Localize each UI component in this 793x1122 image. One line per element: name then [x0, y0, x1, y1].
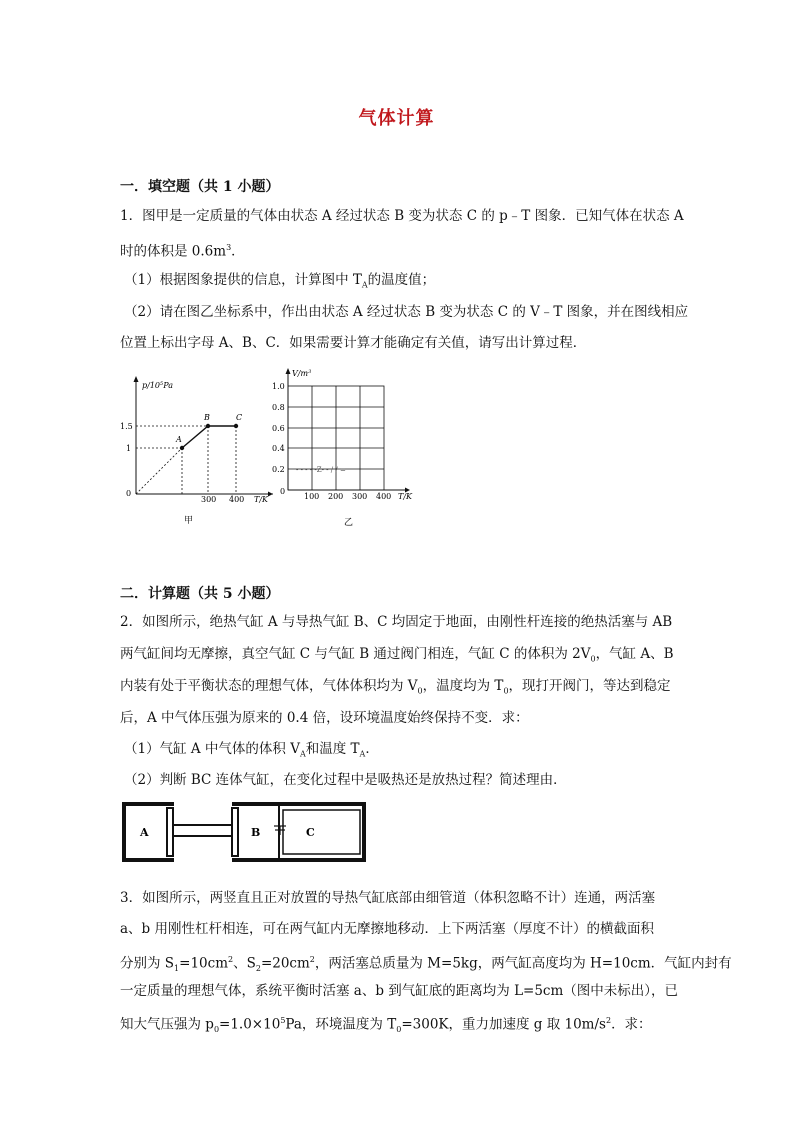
point-b-marker [206, 424, 210, 428]
section-heading-fill-in: 一．填空题（共 1 小题） [120, 179, 280, 195]
question-3-line-3: 分别为 $S_1=10cm^2$、$S_2=20cm^2$，两活塞总质量为 M=5kg，两气缸高度均为 H=10cm．气缸内封有 [120, 955, 732, 974]
point-c-marker [234, 424, 238, 428]
section-heading-calculation: 二．计算题（共 5 小题） [120, 586, 280, 602]
question-2-line-4: 后，A 中气体压强为原来的 0.4 倍，设环境温度始终保持不变．求： [120, 710, 529, 726]
question-1-sub-2-line-1: （2）请在图乙坐标系中，作出由状态 A 经过状态 B 变为状态 C 的 V﹣T 图象，并在图线相应 [124, 304, 689, 320]
point-a-label: A [176, 435, 182, 444]
point-a-marker [180, 446, 184, 450]
y-axis-label: $V/m^3$ [292, 369, 312, 378]
x-axis-label: T/K [398, 492, 413, 501]
figure-yi-v-t-grid [268, 364, 418, 530]
x-tick-300: 300 [201, 495, 217, 504]
y-tick-1-5: 1.5 [120, 422, 133, 431]
page-title: 气体计算 [358, 108, 435, 129]
y-tick-1: 1 [126, 444, 132, 453]
question-3-line-4: 一定质量的理想气体，系统平衡时活塞 a、b 到气缸底的距离均为 L=5cm（图中未标出），已 [120, 983, 679, 999]
figure-cylinders-abc [122, 802, 370, 866]
figure-jia-p-t-graph [118, 370, 278, 530]
question-2-sub-2: （2）判断 BC 连体气缸，在变化过程中是吸热还是放热过程？简述理由． [124, 772, 567, 788]
x-tick-400: 400 [229, 495, 245, 504]
question-1-sub-1: （1）根据图象提供的信息，计算图中 $T_A$的温度值； [124, 272, 436, 290]
x-tick-0: 0 [126, 489, 132, 498]
question-2-sub-1: （1）气缸 A 中气体的体积 $V_A$和温度 $T_A$． [124, 741, 379, 759]
point-b-label: B [204, 413, 210, 422]
y-tick-0-8: 0.8 [272, 403, 285, 412]
question-2-line-1: 2．如图所示，绝热气缸 A 与导热气缸 B、C 均固定于地面，由刚性杆连接的绝热活塞与 AB [120, 614, 673, 630]
x-tick-0: 0 [280, 487, 286, 496]
cylinder-b-label: B [251, 826, 261, 839]
question-3-line-1: 3．如图所示，两竖直且正对放置的导热气缸底部由细管道（体积忽略不计）连通，两活塞 [120, 890, 656, 906]
figure-caption-yi: 乙 [344, 518, 354, 528]
x-tick-400: 400 [376, 492, 392, 501]
question-1-line-2: 时的体积是 $0.6m^3$． [120, 243, 245, 260]
figure-caption-jia: 甲 [184, 516, 194, 526]
faint-mark: - - - - -Z- - / / = [296, 466, 346, 474]
y-tick-0-4: 0.4 [272, 444, 285, 453]
x-axis-label: T/K [254, 495, 269, 504]
question-2-line-2: 两气缸间均无摩擦，真空气缸 C 与气缸 B 通过阀门相连，气缸 C 的体积为 $2V_0$，气缸 A、B [120, 646, 674, 664]
x-tick-300: 300 [352, 492, 368, 501]
x-tick-100: 100 [304, 492, 320, 501]
question-3-line-2: a、b 用刚性杠杆相连，可在两气缸内无摩擦地移动．上下两活塞（厚度不计）的横截面积 [120, 921, 654, 937]
question-3-line-5: 知大气压强为 $p_0=1.0\times 10^5Pa$，环境温度为 $T_0=300K$，重力加速度 g 取 $10m/s^2$．求： [120, 1016, 652, 1035]
y-tick-1-0: 1.0 [272, 382, 285, 391]
y-axis-label: $p/10^5Pa$ [142, 381, 173, 390]
y-tick-0-6: 0.6 [272, 424, 285, 433]
x-tick-200: 200 [328, 492, 344, 501]
cylinder-c-label: C [306, 826, 315, 839]
point-c-label: C [236, 413, 243, 422]
question-1-line-1: 1．图甲是一定质量的气体由状态 A 经过状态 B 变为状态 C 的 p﹣T 图象．已知气体在状态 A [120, 208, 684, 224]
question-2-line-3: 内装有处于平衡状态的理想气体，气体体积均为 $V_0$，温度均为 $T_0$，现打开阀门，等达到稳定 [120, 678, 671, 696]
y-tick-0-2: 0.2 [272, 465, 285, 474]
question-1-sub-2-line-2: 位置上标出字母 A、B、C．如果需要计算才能确定有关值，请写出计算过程． [120, 335, 587, 351]
cylinder-a-label: A [140, 826, 149, 839]
